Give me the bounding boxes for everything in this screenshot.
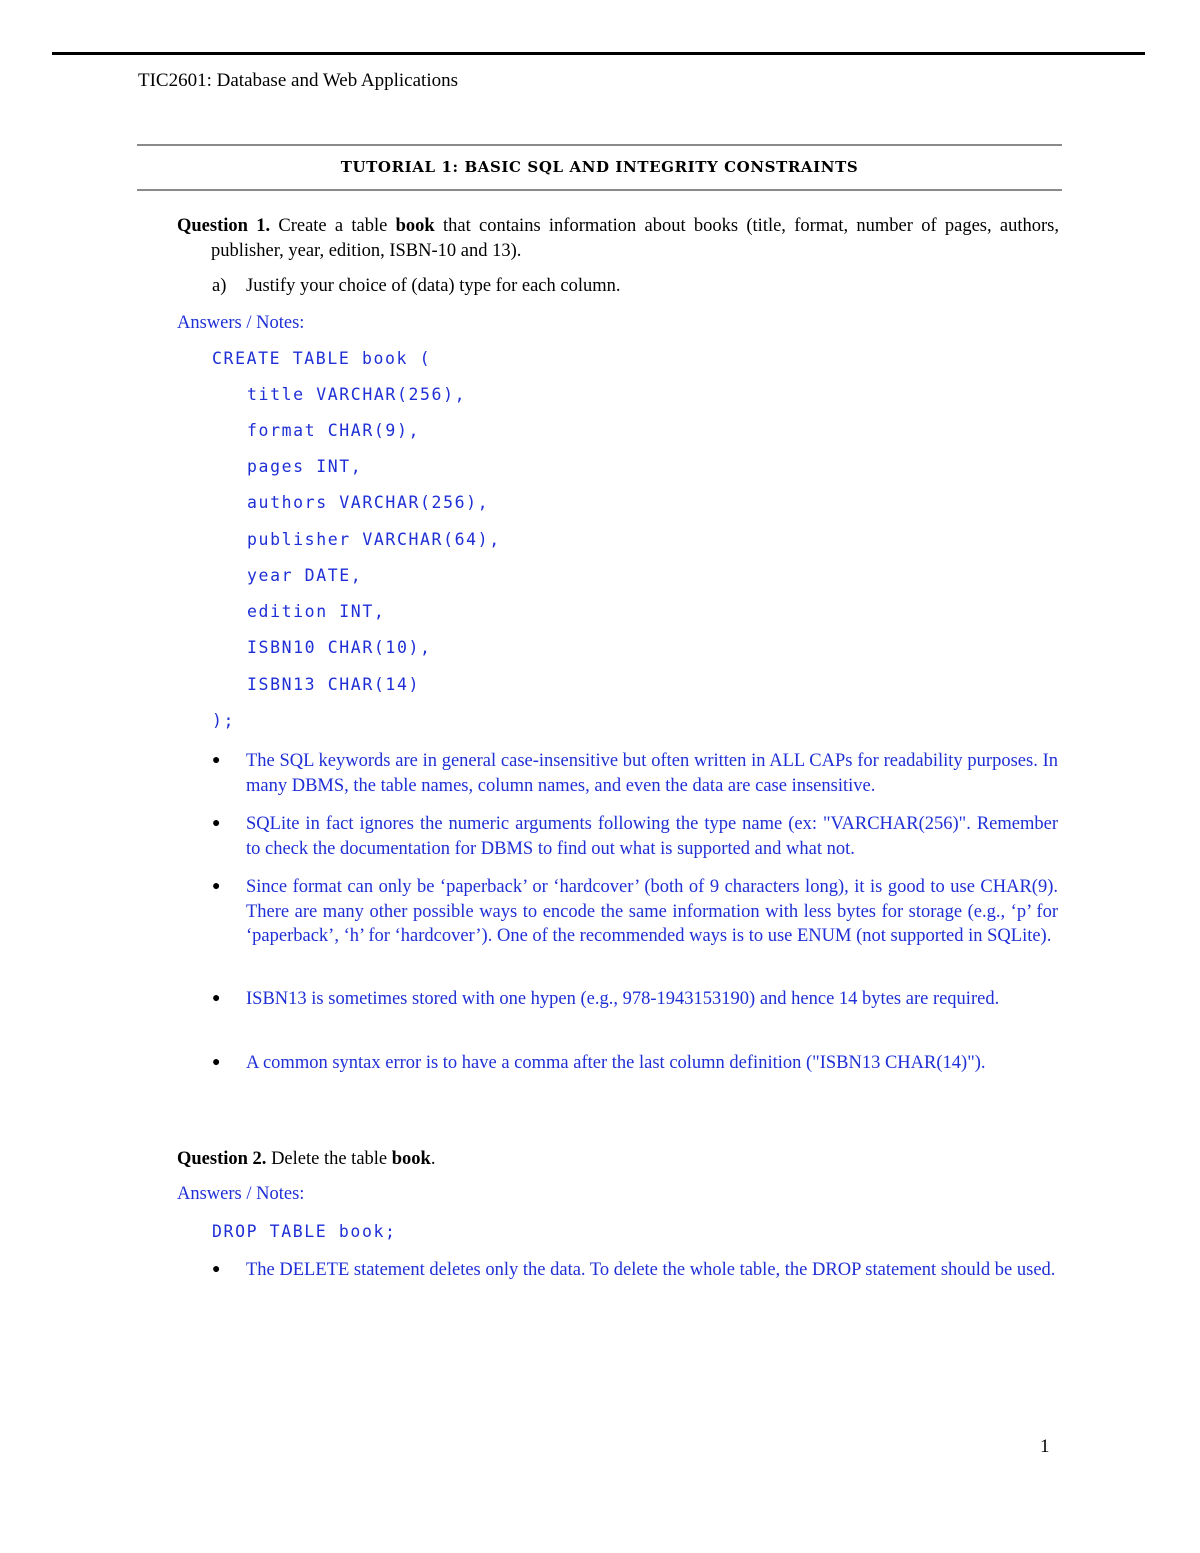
title-rule-bottom — [137, 189, 1062, 191]
top-rule — [52, 52, 1145, 55]
note-bullet-1 — [212, 749, 1058, 798]
question-1-bold-word: book — [395, 216, 435, 236]
code-line-2: title VARCHAR(256), — [247, 385, 467, 404]
bullet-icon: ● — [212, 1262, 221, 1277]
tutorial-title: TUTORIAL 1: BASIC SQL AND INTEGRITY CONSTRAINTS — [340, 158, 859, 176]
code-line-5: authors VARCHAR(256), — [247, 493, 490, 512]
code-line-7: year DATE, — [247, 566, 363, 585]
question-2-label: Question 2. — [177, 1149, 267, 1169]
question-1-text-before: Create a table — [278, 216, 396, 236]
question-1-sub-a — [212, 276, 621, 297]
note-text: SQLite in fact ignores the numeric arguments following the type name (ex: "VARCHAR(256)". Remember to check the documentation for DBMS to find out what is supported and what not. — [246, 814, 1058, 859]
code-line-6: publisher VARCHAR(64), — [247, 530, 501, 549]
bullet-icon: ● — [212, 1055, 221, 1070]
note-text: The SQL keywords are in general case-insensitive but often written in ALL CAPs for readability purposes. In many DBMS, the table names, column names, and even the data are case insensitive. — [246, 751, 1058, 796]
question-1 — [177, 214, 1059, 264]
note-text: The DELETE statement deletes only the data. To delete the whole table, the DROP statement should be used. — [246, 1260, 1056, 1280]
bullet-icon: ● — [212, 753, 221, 768]
sub-a-text: Justify your choice of (data) type for each column. — [246, 276, 621, 296]
question-1-answers-label: Answers / Notes: — [177, 313, 305, 333]
question-2-answers-label: Answers / Notes: — [177, 1184, 305, 1204]
bullet-icon: ● — [212, 879, 221, 894]
question-2-bold-word: book — [391, 1149, 431, 1169]
page-number: 1 — [1040, 1436, 1050, 1457]
note-text: Since format can only be ‘paperback’ or ‘hardcover’ (both of 9 characters long), it is good to use CHAR(9). There are many other possible ways to encode the same information with less bytes for storage (e.g., ‘p’ for ‘paperback’, ‘h’ for ‘hardcover’). One of the recommended ways is to use ENUM (not supported in SQLite). — [246, 877, 1058, 946]
course-header: TIC2601: Database and Web Applications — [138, 70, 458, 91]
title-rule-top — [137, 144, 1062, 146]
question-2-text-after: . — [430, 1149, 436, 1169]
note-bullet-3 — [212, 875, 1058, 949]
question-1-text-after: that contains information about books (title, format, number of pages, authors, publisher, year, edition, ISBN-10 and 13). — [211, 216, 1059, 261]
bullet-icon: ● — [212, 991, 221, 1006]
code-line-4: pages INT, — [247, 457, 363, 476]
code-line-9: ISBN10 CHAR(10), — [247, 638, 432, 657]
bullet-icon: ● — [212, 816, 221, 831]
code-line-10: ISBN13 CHAR(14) — [247, 675, 421, 694]
question-2-text-before: Delete the table — [271, 1149, 392, 1169]
code-line-8: edition INT, — [247, 602, 386, 621]
code-line-3: format CHAR(9), — [247, 421, 421, 440]
note-bullet-2 — [212, 812, 1058, 861]
note-bullet-4 — [212, 987, 1058, 1012]
question-1-label: Question 1. — [177, 216, 271, 236]
question-2 — [177, 1147, 1059, 1172]
note-bullet-5 — [212, 1051, 1058, 1076]
question-2-code: DROP TABLE book; — [212, 1222, 397, 1241]
code-line-11: ); — [212, 711, 236, 730]
sub-a-label: a) — [212, 276, 227, 296]
note-bullet-q2 — [212, 1258, 1058, 1283]
note-text: A common syntax error is to have a comma after the last column definition ("ISBN13 CHAR(14)"). — [246, 1053, 986, 1073]
note-text: ISBN13 is sometimes stored with one hypen (e.g., 978-1943153190) and hence 14 bytes are required. — [246, 989, 1000, 1009]
code-line-1: CREATE TABLE book ( — [212, 349, 432, 368]
